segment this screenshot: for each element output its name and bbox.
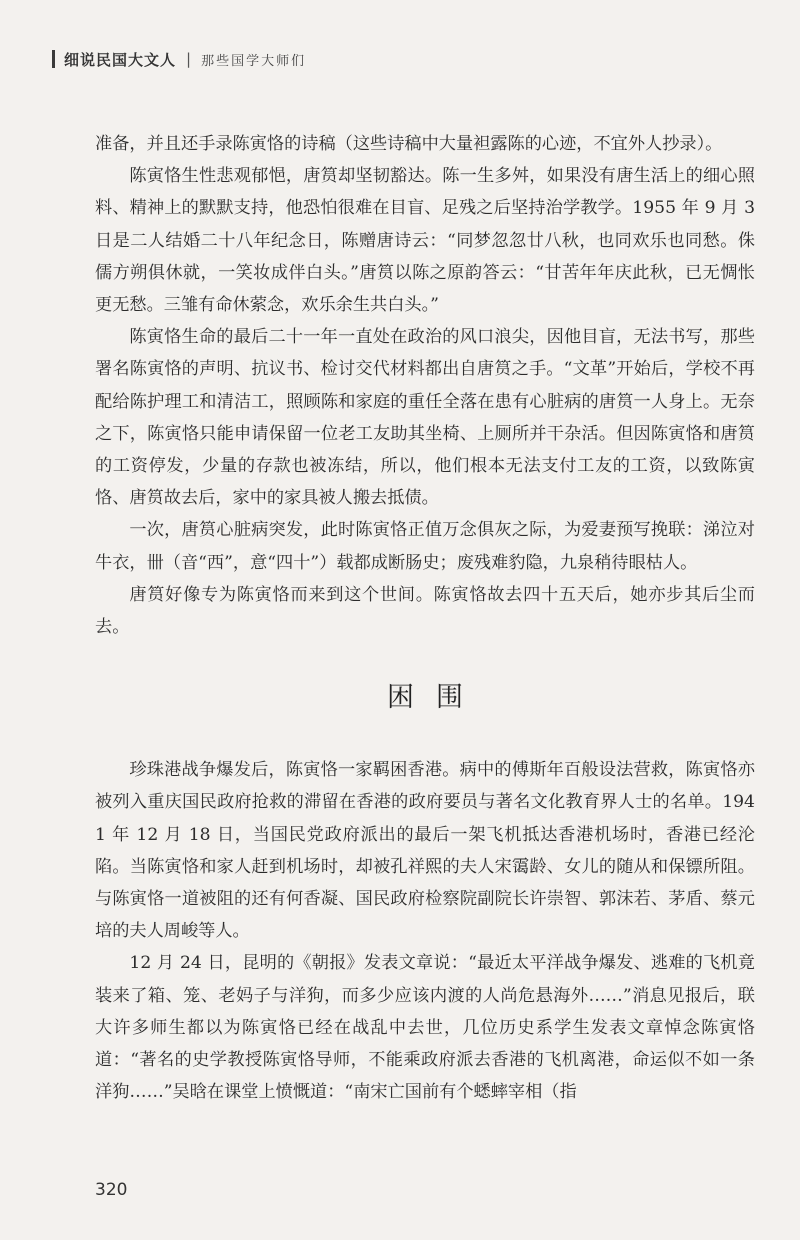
page-content: [95, 128, 755, 1108]
paragraph: 12 月 24 日，昆明的《朝报》发表文章说：“最近太平洋战争爆发、逃难的飞机竟装来了箱、笼、老妈子与洋狗，而多少应该内渡的人尚危悬海外……”消息见报后，联大许多师生都以为陈寅恪已经在战乱中去世，几位历史系学生发表文章悼念陈寅恪道：“著名的史学教授陈寅恪导师，不能乘政府派去香港的飞机离港，命运似不如一条洋狗……”吴晗在课堂上愤慨道：“南宋亡国前有个蟋蟀宰相（指: [95, 953, 755, 1103]
section-title: 困围: [387, 682, 485, 714]
paragraph: 一次，唐筼心脏病突发，此时陈寅恪正值万念俱灰之际，为爱妻预写挽联：涕泣对牛衣，卌（音“西”，意“四十”）载都成断肠史；废残难豹隐，九泉稍待眼枯人。: [95, 520, 755, 573]
header-bar: [52, 50, 55, 68]
page-number: 320: [95, 1180, 128, 1200]
series-title: 那些国学大师们: [201, 53, 307, 69]
running-header: [52, 47, 306, 71]
header-separator: |: [186, 50, 192, 68]
paragraph: 陈寅恪生命的最后二十一年一直处在政治的风口浪尖，因他目盲，无法书写，那些署名陈寅恪的声明、抗议书、检讨交代材料都出自唐筼之手。“文革”开始后，学校不再配给陈护理工和清洁工，照顾陈和家庭的重任全落在患有心脏病的唐筼一人身上。无奈之下，陈寅恪只能申请保留一位老工友助其坐椅、上厕所并干杂活。但因陈寅恪和唐筼的工资停发，少量的存款也被冻结，所以，他们根本无法支付工友的工资，以致陈寅恪、唐筼故去后，家中的家具被人搬去抵债。: [95, 327, 755, 509]
paragraph: 珍珠港战争爆发后，陈寅恪一家羁困香港。病中的傅斯年百般设法营救，陈寅恪亦被列入重庆国民政府抢救的滞留在香港的政府要员与著名文化教育界人士的名单。1941 年 12 月 18 日，当国民党政府派出的最后一架飞机抵达香港机场时，香港已经沦陷。当陈寅恪和家人赶到机场时，却被孔祥熙的夫人宋霭龄、女儿的随从和保镖所阻。与陈寅恪一道被阻的还有何香凝、国民政府检察院副院长许崇智、郭沫若、茅盾、蔡元培的夫人周峻等人。: [95, 760, 755, 942]
paragraph: 准备，并且还手录陈寅恪的诗稿（这些诗稿中大量袒露陈的心迹，不宜外人抄录）。: [95, 134, 723, 154]
paragraph: 唐筼好像专为陈寅恪而来到这个世间。陈寅恪故去四十五天后，她亦步其后尘而去。: [95, 584, 755, 638]
paragraph: 陈寅恪生性悲观郁悒，唐筼却坚韧豁达。陈一生多舛，如果没有唐生活上的细心照料、精神上的默默支持，他恐怕很难在目盲、足残之后坚持治学教学。1955 年 9 月 3 日是二人结婚二十八年纪念日，陈赠唐诗云：“同梦忽忽廿八秋，也同欢乐也同愁。侏儒方朔俱休就，一笑妆成伴白头。”唐筼以陈之原韵答云：“甘苦年年庆此秋，已无惆怅更无愁。三雏有命休萦念，欢乐余生共白头。”: [95, 166, 755, 316]
book-title: 细说民国大文人: [64, 50, 177, 69]
